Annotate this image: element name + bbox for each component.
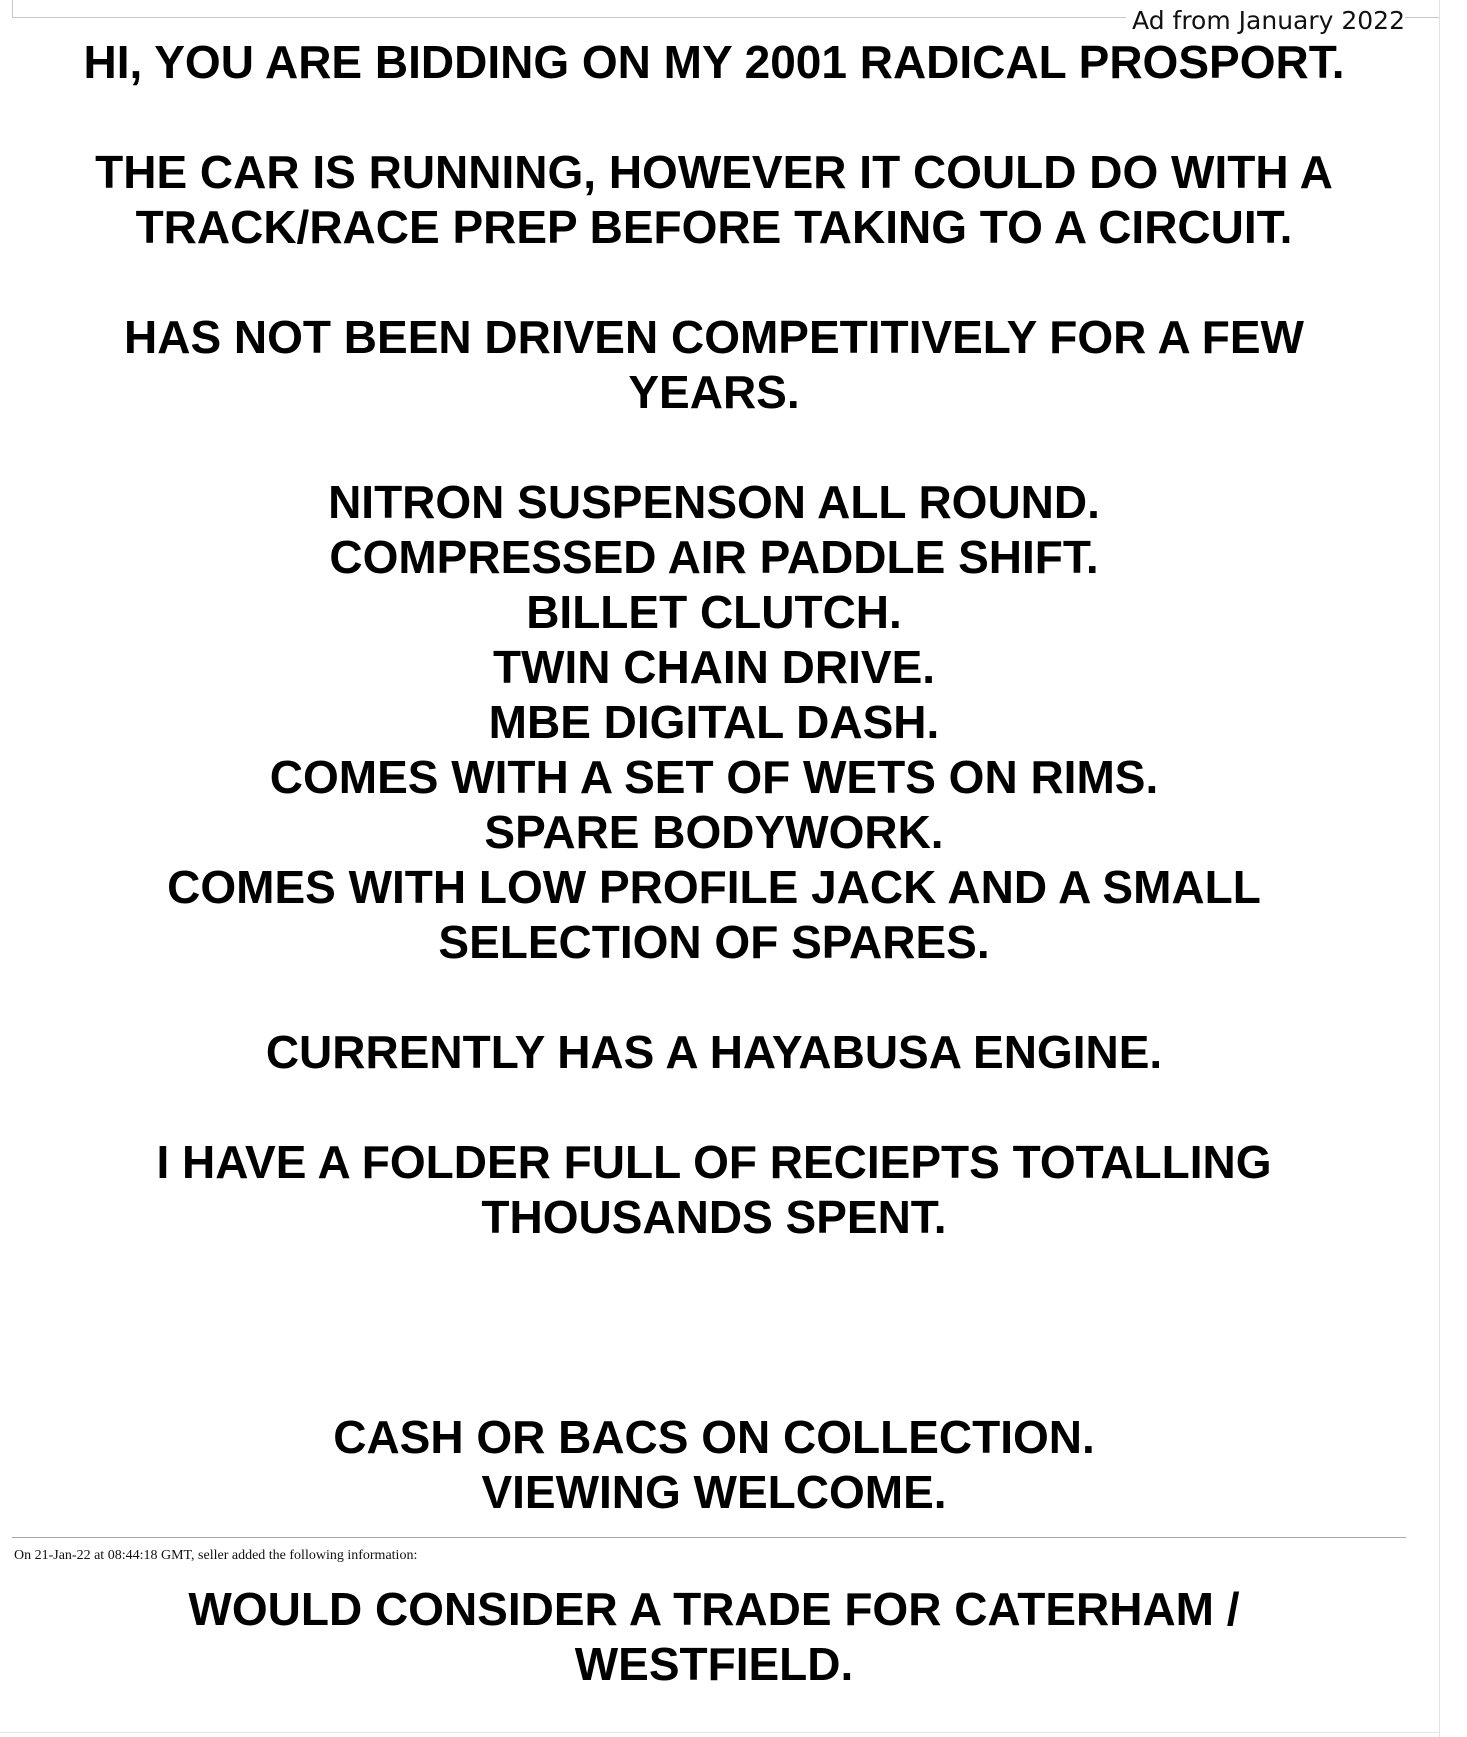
addendum-divider <box>12 1537 1406 1538</box>
feature-clutch: BILLET CLUTCH. <box>526 586 902 638</box>
feature-jack-line-2: SELECTION OF SPARES. <box>438 916 990 968</box>
intro-line: HI, YOU ARE BIDDING ON MY 2001 RADICAL PROSPORT. <box>83 36 1345 88</box>
feature-chain-drive: TWIN CHAIN DRIVE. <box>492 641 936 693</box>
condition-line-2: TRACK/RACE PREP BEFORE TAKING TO A CIRCUIT. <box>135 201 1293 253</box>
feature-paddle-shift: COMPRESSED AIR PADDLE SHIFT. <box>329 531 1099 583</box>
feature-suspension: NITRON SUSPENSON ALL ROUND. <box>328 476 1100 528</box>
addendum-text <box>12 1582 1416 1692</box>
feature-jack-line-1: COMES WITH LOW PROFILE JACK AND A SMALL <box>167 861 1261 913</box>
right-border <box>1439 0 1440 1737</box>
condition-line-1: THE CAR IS RUNNING, HOWEVER IT COULD DO WITH A <box>95 146 1333 198</box>
listing-description <box>12 0 1416 1520</box>
addendum-line-2: WESTFIELD. <box>574 1638 854 1690</box>
receipts-line-2: THOUSANDS SPENT. <box>481 1191 947 1243</box>
history-line-1: HAS NOT BEEN DRIVEN COMPETITIVELY FOR A FEW <box>124 311 1304 363</box>
receipts-line-1: I HAVE A FOLDER FULL OF RECIEPTS TOTALLING <box>156 1136 1272 1188</box>
feature-digital-dash: MBE DIGITAL DASH. <box>488 696 940 748</box>
feature-bodywork: SPARE BODYWORK. <box>484 806 944 858</box>
spacer <box>12 1080 1416 1135</box>
engine-line: CURRENTLY HAS A HAYABUSA ENGINE. <box>265 1026 1163 1078</box>
spacer <box>12 1355 1416 1410</box>
spacer <box>12 970 1416 1025</box>
spacer <box>12 90 1416 145</box>
spacer <box>12 255 1416 310</box>
addendum-line-1: WOULD CONSIDER A TRADE FOR CATERHAM / <box>188 1583 1240 1635</box>
spacer <box>12 1300 1416 1355</box>
spacer <box>12 420 1416 475</box>
addendum-note: On 21-Jan-22 at 08:44:18 GMT, seller added the following information: <box>14 1548 418 1563</box>
ad-date-label: Ad from January 2022 <box>1126 4 1405 38</box>
payment-line: CASH OR BACS ON COLLECTION. <box>333 1411 1095 1463</box>
viewing-line: VIEWING WELCOME. <box>481 1466 947 1518</box>
bottom-divider <box>0 1732 1440 1733</box>
history-line-2: YEARS. <box>628 366 800 418</box>
feature-wets: COMES WITH A SET OF WETS ON RIMS. <box>269 751 1159 803</box>
spacer <box>12 1245 1416 1300</box>
